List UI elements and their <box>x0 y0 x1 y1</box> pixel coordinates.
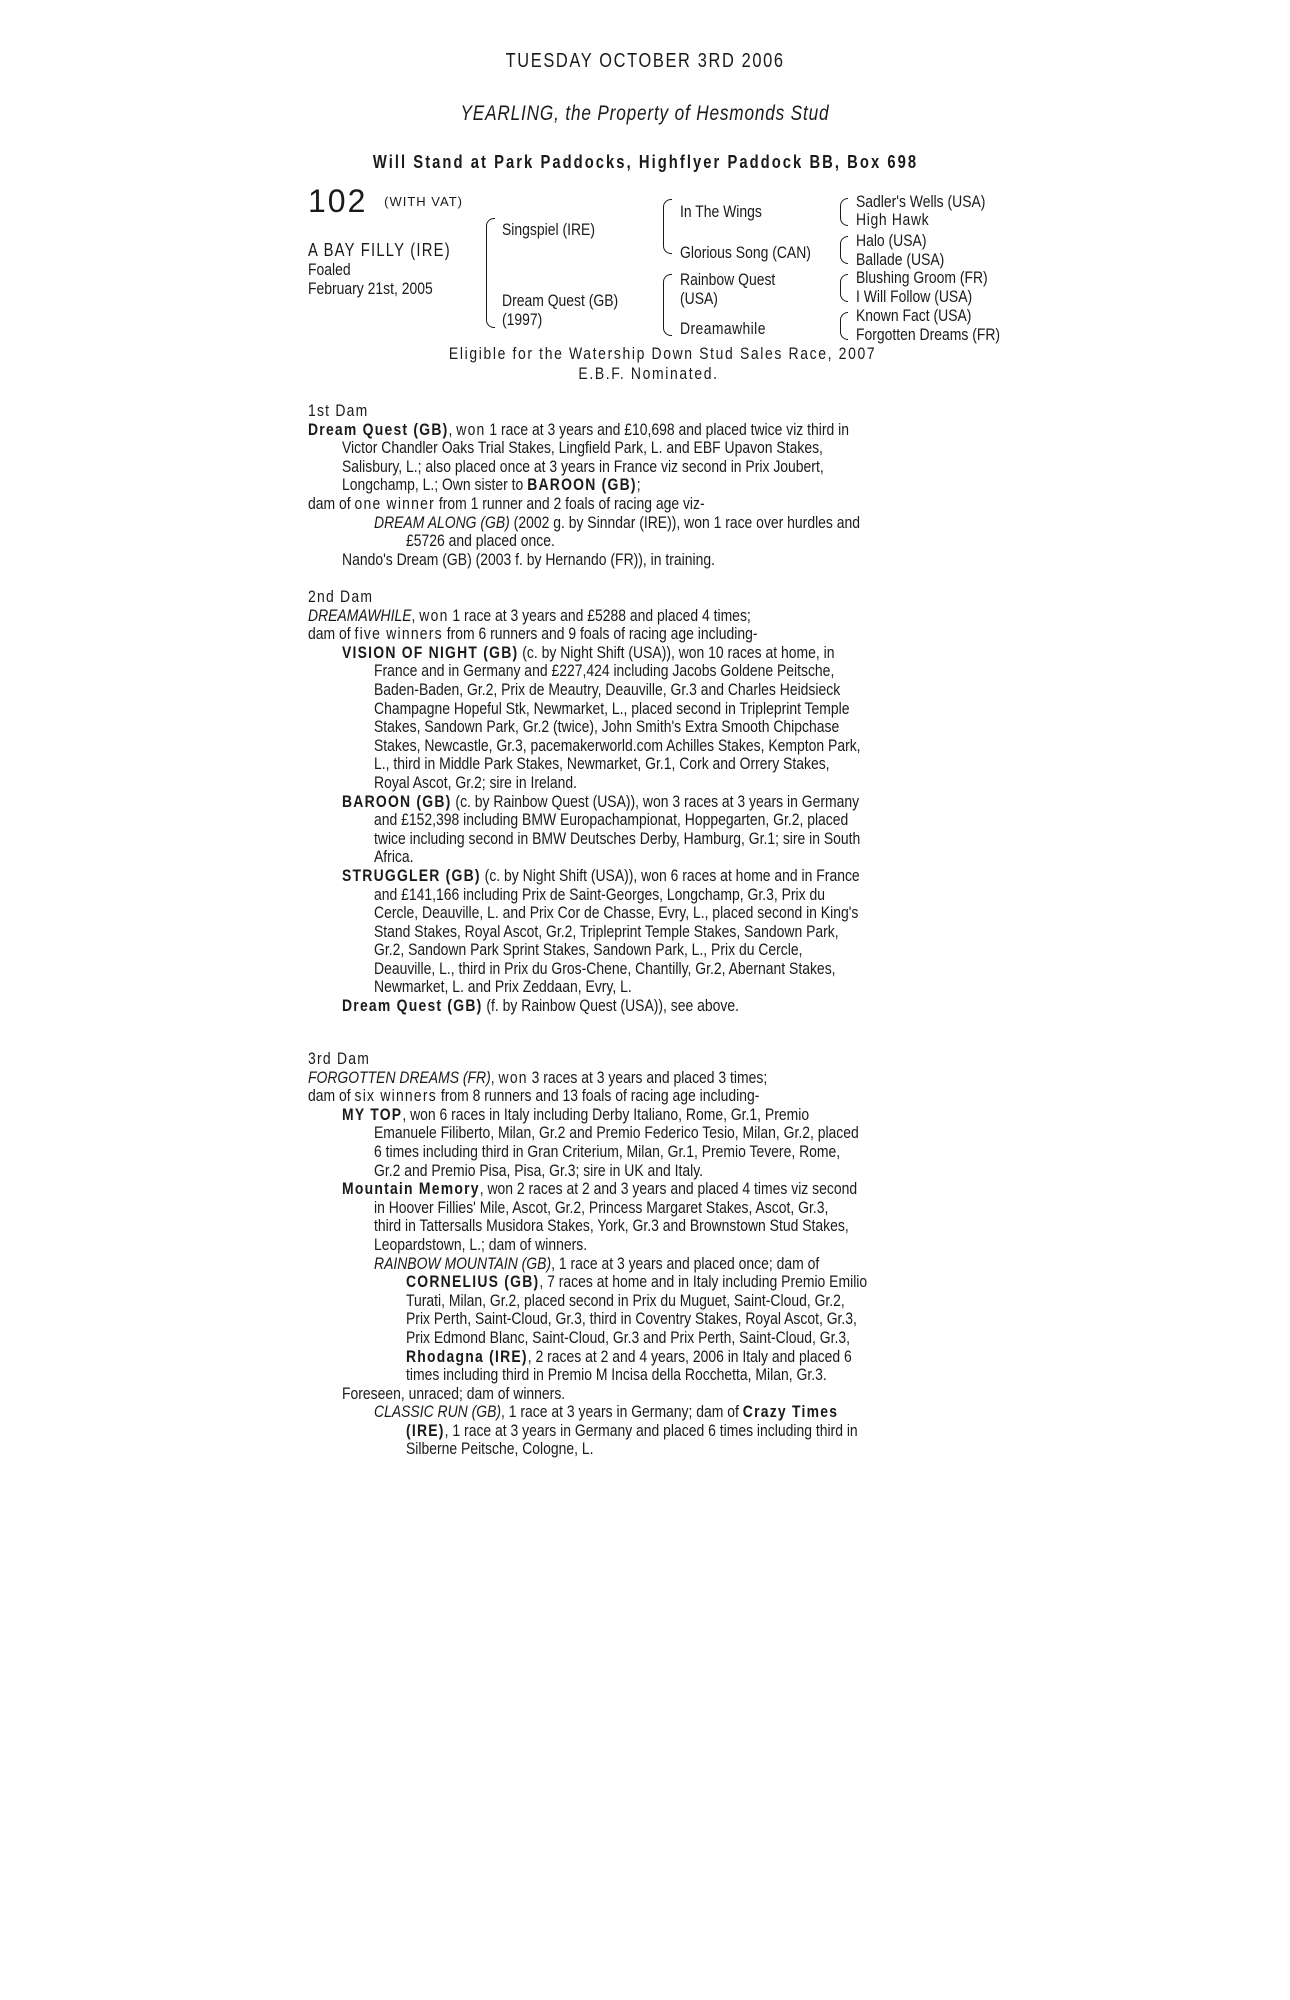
section-heading: 2nd Dam <box>308 587 374 606</box>
dam-sire-dam: I Will Follow (USA) <box>856 287 973 306</box>
sibling-name: BAROON (GB) <box>527 475 637 495</box>
text-line: CLASSIC RUN (GB), 1 race at 3 years in Germany; dam of Crazy Times <box>374 1402 839 1422</box>
text-line: (IRE), 1 race at 3 years in Germany and placed 6 times including third in <box>406 1420 858 1440</box>
text-line: Leopardstown, L.; dam of winners. <box>374 1234 588 1254</box>
brace-ds-parents <box>840 274 848 302</box>
text-line: RAINBOW MOUNTAIN (GB), 1 race at 3 years and placed once; dam of <box>374 1253 820 1273</box>
progeny-mountain-memory <box>308 1180 1008 1254</box>
text-line: in Hoover Fillies' Mile, Ascot, Gr.2, Princess Margaret Stakes, Ascot, Gr.3, <box>374 1197 829 1217</box>
section-heading: 1st Dam <box>308 401 369 420</box>
sire-sire-sire: Sadler's Wells (USA) <box>856 192 986 211</box>
section-heading: 3rd Dam <box>308 1049 371 1068</box>
dam-sire-sire: Blushing Groom (FR) <box>856 268 988 287</box>
vat-note: (WITH VAT) <box>384 194 463 209</box>
horse-name: CORNELIUS (GB) <box>406 1272 540 1292</box>
stand-location: Will Stand at Park Paddocks, Highflyer Paddock BB, Box 698 <box>372 152 918 172</box>
lot-number-line <box>308 183 463 219</box>
dam-dam: Dreamawhile <box>680 319 766 338</box>
text-line: STRUGGLER (GB) (c. by Night Shift (USA)), won 6 races at home and in France <box>342 865 860 885</box>
lot-name: A BAY FILLY (IRE) <box>308 240 451 260</box>
dam-sire-line2: (USA) <box>680 289 718 308</box>
text-line: Cercle, Deauville, L. and Prix Cor de Chasse, Evry, L., placed second in King's <box>374 903 859 923</box>
first-dam-section: 1st Dam Dream Quest (GB), won 1 race at 3 years and £10,698 and placed twice viz third in Victor Chandler Oaks Trial Stakes, Lingfield Park, L. and EBF Upavon Stakes, Salisbury, L.; also placed once at 3 years in France viz second in Prix Joubert, Longchamp, L.; Own sister to BAROON (GB); dam of one winner from 1 runner and 2 foals of racing age viz- DREAM ALONG (GB) (2002 g. by Sinndar (IRE)), won 1 race over hurdles and £5726 and placed once. Nando's Dream (GB) (2003 f. by Hernando (FR)), in training. <box>308 401 861 569</box>
text-line: VISION OF NIGHT (GB) (c. by Night Shift (USA)), won 10 races at home, in <box>342 642 835 662</box>
second-dam-section: 2nd Dam DREAMAWHILE, won 1 race at 3 years and £5288 and placed 4 times; dam of five winners from 6 runners and 9 foals of racing age including- VISION OF NIGHT (GB) (c. by Night Shift (USA)), won 10 races at home, in France and in Germany and £227,424 including Jacobs Goldene Peitsche, Baden-Baden, Gr.2, Prix de Meautry, Deauville, Gr.3 and Charles Heidsieck Champagne Hopeful Stk, Newmarket, L., placed second in Tripleprint Temple Stakes, Sandown Park, Gr.2 (twice), John Smith's Extra Smooth Chipchase Stakes, Newcastle, Gr.3, pacemakerworld.com Achilles Stakes, Kempton Park, L., third in Middle Park Stakes, Newmarket, Gr.1, Cork and Orrery Stakes, Royal Ascot, Gr.2; sire in Ireland. BAROON (GB) (c. by Rainbow Quest (USA)), won 3 races at 3 years in Germany and £152,398 including BMW Europachampionat, Hoppegarten, Gr.2, placed twice including second in BMW Deutsches Derby, Hamburg, Gr.1; sire in South Africa. STRUGGLER (GB) (c. by Night Shift (USA)), won 6 races at home and in France and £141,166 including Prix de Saint-Georges, Longchamp, Gr.3, Prix du Cercle, Deauville, L. and Prix Cor de Chasse, Evry, L., placed second in King's Stand Stakes, Royal Ascot, Gr.2, Tripleprint Temple Stakes, Sandown Park, Gr.2, Sandown Park Sprint Stakes, Sandown Park, L., Prix du Cercle, Deauville, L., third in Prix du Gros-Chene, Chantilly, Gr.2, Abernant Stakes, Newmarket, L. and Prix Zeddaan, Evry, L. Dream Quest (GB) (f. by Rainbow Quest (USA)), see above. <box>308 588 1008 1016</box>
sire-sire-dam: High Hawk <box>856 210 930 229</box>
horse-name: Crazy Times <box>742 1402 839 1422</box>
sale-date: TUESDAY OCTOBER 3RD 2006 <box>505 50 785 72</box>
horse-name: MY TOP <box>342 1104 403 1124</box>
text-line: Mountain Memory, won 2 races at 2 and 3 years and placed 4 times viz second <box>342 1179 858 1199</box>
dam-year: (1997) <box>502 310 543 329</box>
third-dam-section: 3rd Dam FORGOTTEN DREAMS (FR), won 3 races at 3 years and placed 3 times; dam of six winners from 8 runners and 13 foals of racing age including- MY TOP, won 6 races in Italy including Derby Italiano, Rome, Gr.1, Premio Emanuele Filiberto, Milan, Gr.2 and Premio Federico Tesio, Milan, Gr.2, placed 6 times including third in Gran Criterium, Milan, Gr.1, Premio Tevere, Rome, Gr.2 and Premio Pisa, Pisa, Gr.3; sire in UK and Italy. Mountain Memory, won 2 races at 2 and 3 years and placed 4 times viz second in Hoover Fillies' Mile, Ascot, Gr.2, Princess Margaret Stakes, Ascot, Gr.3, third in Tattersalls Musidora Stakes, York, Gr.3 and Brownstown Stud Stakes, Leopardstown, L.; dam of winners. RAINBOW MOUNTAIN (GB), 1 race at 3 years and placed once; dam of CORNELIUS (GB), 7 races at home and in Italy including Premio Emilio Turati, Milan, Gr.2, placed second in Prix du Muguet, Saint-Cloud, Gr.2, Prix Perth, Saint-Cloud, Gr.3, third in Coventry Stakes, Royal Ascot, Gr.3, Prix Edmond Blanc, Saint-Cloud, Gr.3 and Prix Perth, Saint-Cloud, Gr.3, Rhodagna (IRE), 2 races at 2 and 4 years, 2006 in Italy and placed 6 times including third in Premio M Incisa della Rocchetta, Milan, Gr.3. Foreseen, unraced; dam of winners. CLASSIC RUN (GB), 1 race at 3 years in Germany; dam of Crazy Times (IRE), 1 race at 3 years in Germany and placed 6 times including third in Silberne Peitsche, Cologne, L. <box>308 1050 1008 1459</box>
brace-dam-parents <box>663 274 672 336</box>
sire-dam-sire: Halo (USA) <box>856 231 927 250</box>
progeny-struggler <box>308 867 1008 997</box>
progeny-baroon <box>308 793 1008 867</box>
dam-name: FORGOTTEN DREAMS (FR) <box>308 1067 491 1087</box>
dam-name: DREAMAWHILE <box>308 605 412 625</box>
brace-ss-parents <box>840 198 848 226</box>
dam-name: Dream Quest (GB) <box>502 291 619 310</box>
text-line: Royal Ascot, Gr.2; sire in Ireland. <box>374 772 578 792</box>
brace-dd-parents <box>840 312 848 340</box>
foaled-date: February 21st, 2005 <box>308 279 433 298</box>
horse-name: BAROON (GB) <box>342 791 452 811</box>
text-line: Deauville, L., third in Prix du Gros-Chene, Chantilly, Gr.2, Abernant Stakes, <box>374 958 836 978</box>
text-line: Stand Stakes, Royal Ascot, Gr.2, Tripleprint Temple Stakes, Sandown Park, <box>374 921 839 941</box>
sire-sire: In The Wings <box>680 202 762 221</box>
text-line: Prix Edmond Blanc, Saint-Cloud, Gr.3 and Prix Perth, Saint-Cloud, Gr.3, <box>406 1327 850 1347</box>
progeny-foreseen: Foreseen, unraced; dam of winners. <box>342 1383 566 1403</box>
progeny-my-top <box>308 1106 1008 1180</box>
text-line: Baden-Baden, Gr.2, Prix de Meautry, Deauville, Gr.3 and Charles Heidsieck <box>374 679 841 699</box>
progeny-rainbow-mountain <box>308 1255 1008 1385</box>
text-line: Africa. <box>374 847 414 867</box>
progeny-vision-of-night <box>308 644 1008 793</box>
text-line: 6 times including third in Gran Criterium, Milan, Gr.1, Premio Tevere, Rome, <box>374 1141 841 1161</box>
text-line: Emanuele Filiberto, Milan, Gr.2 and Premio Federico Tesio, Milan, Gr.2, placed <box>374 1123 859 1143</box>
progeny-classic-run <box>308 1403 1008 1459</box>
text-line: Prix Perth, Saint-Cloud, Gr.3, third in Coventry Stakes, Royal Ascot, Gr.3, <box>406 1309 857 1329</box>
dam-dam-sire: Known Fact (USA) <box>856 306 972 325</box>
text-line: Gr.2 and Premio Pisa, Pisa, Gr.3; sire in UK and Italy. <box>374 1160 704 1180</box>
sire-dam: Glorious Song (CAN) <box>680 243 811 262</box>
progeny-name: DREAM ALONG (GB) <box>374 512 510 532</box>
brace-sd-parents <box>840 236 848 264</box>
lot-subtitle: YEARLING, the Property of Hesmonds Stud <box>460 102 830 125</box>
eligibility-race: Eligible for the Watership Down Stud Sales Race, 2007 <box>448 344 877 363</box>
horse-name: RAINBOW MOUNTAIN (GB) <box>374 1253 552 1273</box>
horse-name: Mountain Memory <box>342 1179 480 1199</box>
foaled-label: Foaled <box>308 260 351 279</box>
text-line: Stakes, Newcastle, Gr.3, pacemakerworld.com Achilles Stakes, Kempton Park, <box>374 735 861 755</box>
text-line: BAROON (GB) (c. by Rainbow Quest (USA)), won 3 races at 3 years in Germany <box>342 791 860 811</box>
horse-name: STRUGGLER (GB) <box>342 865 481 885</box>
text-line: MY TOP, won 6 races in Italy including Derby Italiano, Rome, Gr.1, Premio <box>342 1104 810 1124</box>
text-line: Turati, Milan, Gr.2, placed second in Prix du Muguet, Saint-Cloud, Gr.2, <box>406 1290 845 1310</box>
brace-sire-dam <box>486 218 495 328</box>
text-line: third in Tattersalls Musidora Stakes, York, Gr.3 and Brownstown Stud Stakes, <box>374 1216 849 1236</box>
dam-dam-dam: Forgotten Dreams (FR) <box>856 325 1001 344</box>
text-line: Gr.2, Sandown Park Sprint Stakes, Sandown Park, L., Prix du Cercle, <box>374 940 803 960</box>
text-line: L., third in Middle Park Stakes, Newmarket, Gr.1, Cork and Orrery Stakes, <box>374 754 830 774</box>
text-line: twice including second in BMW Deutsches Derby, Hamburg, Gr.1; sire in South <box>374 828 861 848</box>
text-line: Silberne Peitsche, Cologne, L. <box>406 1439 594 1459</box>
text-line: Newmarket, L. and Prix Zeddaan, Evry, L. <box>374 977 632 997</box>
text-line: times including third in Premio M Incisa della Rocchetta, Milan, Gr.3. <box>406 1365 827 1385</box>
text-line: and £152,398 including BMW Europachampionat, Hoppegarten, Gr.2, placed <box>374 810 849 830</box>
horse-name: CLASSIC RUN (GB) <box>374 1402 502 1422</box>
dam-name: Dream Quest (GB) <box>308 419 449 439</box>
sire: Singspiel (IRE) <box>502 220 595 239</box>
horse-name: VISION OF NIGHT (GB) <box>342 642 519 662</box>
text-line: and £141,166 including Prix de Saint-Georges, Longchamp, Gr.3, Prix du <box>374 884 826 904</box>
text-line: Rhodagna (IRE), 2 races at 2 and 4 years, 2006 in Italy and placed 6 <box>406 1346 852 1366</box>
text-line: Champagne Hopeful Stk, Newmarket, L., placed second in Tripleprint Temple <box>374 698 850 718</box>
ebf-nominated: E.B.F. Nominated. <box>578 364 719 383</box>
brace-sire-parents <box>663 199 672 254</box>
text-line: France and in Germany and £227,424 including Jacobs Goldene Peitsche, <box>374 661 835 681</box>
progeny-name: Dream Quest (GB) <box>342 996 483 1016</box>
horse-name: (IRE) <box>406 1420 445 1440</box>
text-line: Stakes, Sandown Park, Gr.2 (twice), John Smith's Extra Smooth Chipchase <box>374 717 840 737</box>
sire-dam-dam: Ballade (USA) <box>856 250 945 269</box>
dam-sire-line1: Rainbow Quest <box>680 270 776 289</box>
text-line: CORNELIUS (GB), 7 races at home and in Italy including Premio Emilio <box>406 1272 868 1292</box>
horse-name: Rhodagna (IRE) <box>406 1346 528 1366</box>
lot-number: 102 <box>308 183 368 219</box>
